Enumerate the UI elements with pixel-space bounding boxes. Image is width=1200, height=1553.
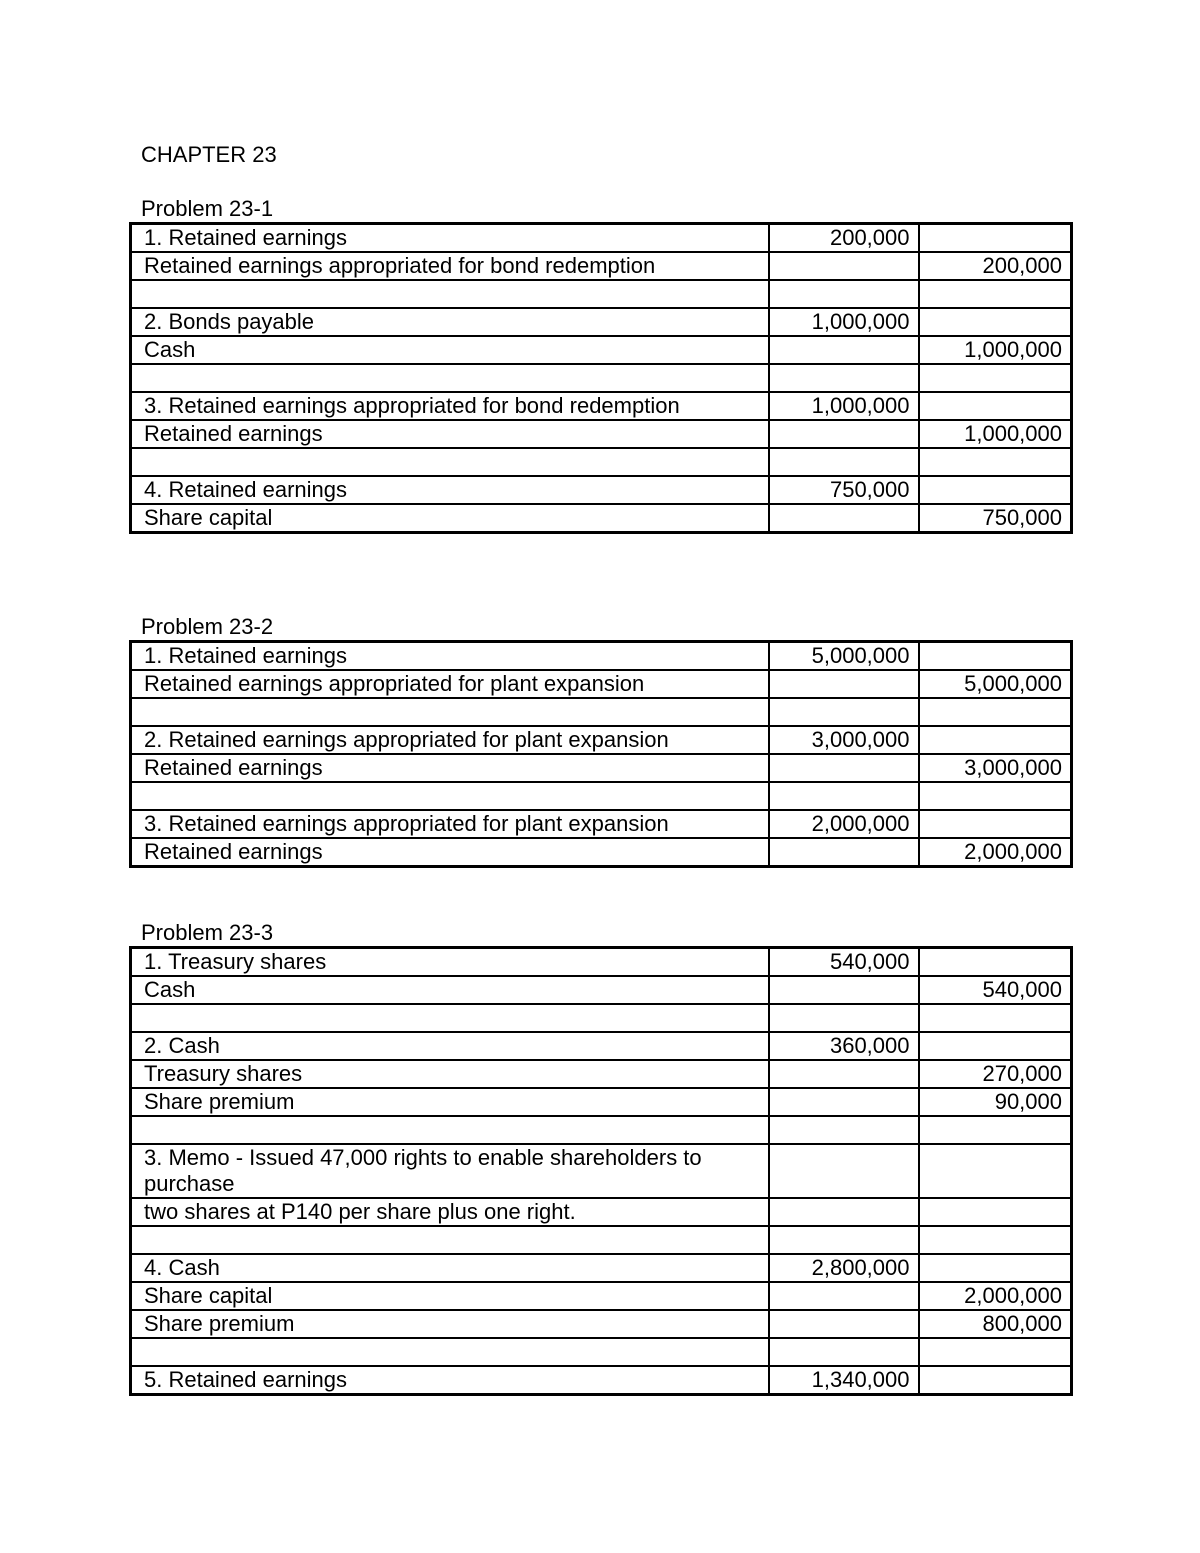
credit-amount	[919, 476, 1072, 504]
journal-row	[131, 504, 1072, 533]
journal-row	[131, 364, 1072, 392]
debit-amount: 1,000,000	[769, 308, 919, 336]
journal-table	[129, 640, 1073, 868]
problem-section	[129, 614, 1070, 868]
credit-amount: 90,000	[919, 1088, 1072, 1116]
debit-amount: 540,000	[769, 948, 919, 977]
debit-amount: 2,000,000	[769, 810, 919, 838]
debit-amount	[769, 1144, 919, 1198]
account-description: Treasury shares	[131, 1060, 769, 1088]
debit-amount	[769, 448, 919, 476]
journal-row	[131, 838, 1072, 867]
debit-amount	[769, 364, 919, 392]
problem-title: Problem 23-2	[141, 614, 274, 639]
account-description: 1. Retained earnings	[131, 224, 769, 253]
journal-row	[131, 1198, 1072, 1226]
debit-amount	[769, 698, 919, 726]
debit-amount	[769, 1198, 919, 1226]
account-description: Share capital	[131, 504, 769, 533]
credit-amount	[919, 948, 1072, 977]
journal-row	[131, 754, 1072, 782]
credit-amount	[919, 1198, 1072, 1226]
account-description: Cash	[131, 336, 769, 364]
credit-amount: 1,000,000	[919, 336, 1072, 364]
debit-amount	[769, 838, 919, 867]
debit-amount	[769, 504, 919, 533]
account-description: Share capital	[131, 1282, 769, 1310]
credit-amount: 2,000,000	[919, 1282, 1072, 1310]
credit-amount: 540,000	[919, 976, 1072, 1004]
credit-amount	[919, 782, 1072, 810]
debit-amount: 200,000	[769, 224, 919, 253]
debit-amount: 360,000	[769, 1032, 919, 1060]
debit-amount	[769, 336, 919, 364]
journal-row	[131, 698, 1072, 726]
debit-amount	[769, 1338, 919, 1366]
chapter-title: CHAPTER 23	[141, 142, 277, 167]
problem-section	[129, 196, 1070, 534]
journal-row	[131, 1032, 1072, 1060]
debit-amount	[769, 252, 919, 280]
credit-amount: 3,000,000	[919, 754, 1072, 782]
debit-amount	[769, 1116, 919, 1144]
account-description: Retained earnings appropriated for bond redemption	[131, 252, 769, 280]
journal-row	[131, 1004, 1072, 1032]
credit-amount	[919, 1144, 1072, 1198]
account-description	[131, 448, 769, 476]
account-description: 5. Retained earnings	[131, 1366, 769, 1395]
account-description: 2. Cash	[131, 1032, 769, 1060]
account-description: Share premium	[131, 1310, 769, 1338]
debit-amount: 1,340,000	[769, 1366, 919, 1395]
problem-title: Problem 23-1	[141, 196, 274, 221]
journal-row	[131, 392, 1072, 420]
account-description: Retained earnings	[131, 838, 769, 867]
debit-amount	[769, 1060, 919, 1088]
journal-row	[131, 642, 1072, 671]
debit-amount	[769, 976, 919, 1004]
debit-amount: 750,000	[769, 476, 919, 504]
credit-amount	[919, 1032, 1072, 1060]
journal-row	[131, 252, 1072, 280]
credit-amount	[919, 1338, 1072, 1366]
journal-row	[131, 726, 1072, 754]
account-description	[131, 1338, 769, 1366]
debit-amount	[769, 420, 919, 448]
account-description: Retained earnings	[131, 754, 769, 782]
journal-row	[131, 1226, 1072, 1254]
credit-amount: 5,000,000	[919, 670, 1072, 698]
credit-amount	[919, 698, 1072, 726]
credit-amount	[919, 364, 1072, 392]
journal-row	[131, 280, 1072, 308]
journal-table	[129, 946, 1073, 1396]
credit-amount	[919, 224, 1072, 253]
account-description: 3. Retained earnings appropriated for plant expansion	[131, 810, 769, 838]
credit-amount	[919, 1254, 1072, 1282]
debit-amount: 2,800,000	[769, 1254, 919, 1282]
credit-amount	[919, 642, 1072, 671]
credit-amount: 270,000	[919, 1060, 1072, 1088]
credit-amount: 2,000,000	[919, 838, 1072, 867]
journal-row	[131, 1254, 1072, 1282]
journal-row	[131, 948, 1072, 977]
journal-row	[131, 308, 1072, 336]
debit-amount	[769, 1310, 919, 1338]
journal-row	[131, 1060, 1072, 1088]
credit-amount: 800,000	[919, 1310, 1072, 1338]
credit-amount	[919, 726, 1072, 754]
debit-amount	[769, 782, 919, 810]
account-description	[131, 364, 769, 392]
account-description: Retained earnings	[131, 420, 769, 448]
account-description	[131, 1116, 769, 1144]
debit-amount	[769, 754, 919, 782]
journal-row	[131, 976, 1072, 1004]
debit-amount: 3,000,000	[769, 726, 919, 754]
credit-amount	[919, 280, 1072, 308]
credit-amount	[919, 810, 1072, 838]
account-description	[131, 698, 769, 726]
account-description	[131, 1004, 769, 1032]
credit-amount: 200,000	[919, 252, 1072, 280]
journal-row	[131, 420, 1072, 448]
debit-amount	[769, 280, 919, 308]
account-description: 1. Retained earnings	[131, 642, 769, 671]
journal-table	[129, 222, 1073, 534]
account-description	[131, 1226, 769, 1254]
account-description: Retained earnings appropriated for plant expansion	[131, 670, 769, 698]
credit-amount	[919, 448, 1072, 476]
account-description	[131, 280, 769, 308]
debit-amount	[769, 1282, 919, 1310]
credit-amount: 750,000	[919, 504, 1072, 533]
journal-row	[131, 810, 1072, 838]
account-description: 4. Cash	[131, 1254, 769, 1282]
debit-amount: 1,000,000	[769, 392, 919, 420]
credit-amount	[919, 1116, 1072, 1144]
account-description: 4. Retained earnings	[131, 476, 769, 504]
journal-row	[131, 476, 1072, 504]
journal-row	[131, 448, 1072, 476]
account-description	[131, 782, 769, 810]
journal-row	[131, 1116, 1072, 1144]
account-description: 2. Bonds payable	[131, 308, 769, 336]
credit-amount	[919, 1226, 1072, 1254]
account-description: 3. Retained earnings appropriated for bond redemption	[131, 392, 769, 420]
account-description: 3. Memo - Issued 47,000 rights to enable shareholders to purchase	[131, 1144, 769, 1198]
journal-row	[131, 336, 1072, 364]
problem-section	[129, 920, 1070, 1396]
journal-row	[131, 1310, 1072, 1338]
debit-amount	[769, 1004, 919, 1032]
credit-amount: 1,000,000	[919, 420, 1072, 448]
journal-row	[131, 224, 1072, 253]
account-description: two shares at P140 per share plus one right.	[131, 1198, 769, 1226]
credit-amount	[919, 308, 1072, 336]
journal-row	[131, 1144, 1072, 1198]
debit-amount	[769, 670, 919, 698]
account-description: 1. Treasury shares	[131, 948, 769, 977]
account-description: Share premium	[131, 1088, 769, 1116]
credit-amount	[919, 392, 1072, 420]
journal-row	[131, 782, 1072, 810]
journal-row	[131, 1088, 1072, 1116]
account-description: 2. Retained earnings appropriated for plant expansion	[131, 726, 769, 754]
debit-amount	[769, 1088, 919, 1116]
journal-row	[131, 1338, 1072, 1366]
journal-row	[131, 1366, 1072, 1395]
credit-amount	[919, 1366, 1072, 1395]
account-description: Cash	[131, 976, 769, 1004]
debit-amount: 5,000,000	[769, 642, 919, 671]
problem-title: Problem 23-3	[141, 920, 274, 945]
debit-amount	[769, 1226, 919, 1254]
credit-amount	[919, 1004, 1072, 1032]
journal-row	[131, 670, 1072, 698]
journal-row	[131, 1282, 1072, 1310]
